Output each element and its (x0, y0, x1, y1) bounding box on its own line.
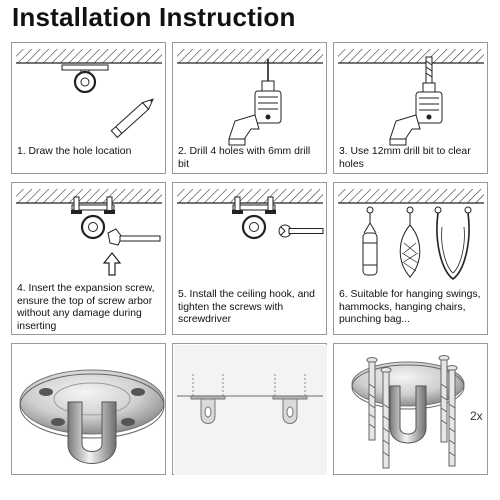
installed-photo-panel (172, 343, 327, 475)
mounting-plate (62, 65, 108, 70)
expansion-screw-left (74, 197, 79, 211)
quantity-label: 2x (470, 409, 483, 423)
step-2-caption: 2. Drill 4 holes with 6mm drill bit (178, 146, 311, 170)
page-title: Installation Instruction (12, 2, 296, 32)
step-6-caption: 6. Suitable for hanging swings, hammocks, hanging chairs, punching bag... (339, 289, 481, 325)
step-5-panel (172, 182, 327, 335)
drill-bit-12mm (426, 57, 432, 83)
ceiling-hatch (16, 189, 162, 203)
installed-hooks-image (173, 344, 328, 476)
ceiling-hatch (16, 49, 162, 63)
expansion-screw-right (107, 197, 112, 211)
ceiling-hatch (338, 49, 484, 63)
step-6-panel (333, 182, 488, 335)
step-4-panel (11, 182, 166, 335)
swing-icon (435, 207, 471, 279)
screw-hole (39, 388, 53, 396)
ceiling-hatch (338, 189, 484, 203)
round-base-plate (20, 370, 164, 434)
ceiling-hatch (177, 189, 323, 203)
hook-ring (82, 216, 104, 238)
product-photo-panel (11, 343, 166, 475)
pencil-icon (111, 96, 156, 137)
screw-hole (131, 388, 145, 396)
screw-hole (121, 418, 135, 426)
hammock-icon (400, 207, 420, 277)
hook-ring (75, 72, 95, 92)
step-2-panel (172, 42, 327, 174)
hook-ring (243, 216, 265, 238)
punching-bag-icon (363, 207, 377, 275)
step-1-panel (11, 42, 166, 174)
power-drill-icon (390, 83, 442, 145)
step-3-caption: 3. Use 12mm drill bit to clear holes (339, 146, 471, 170)
ceiling-hatch (177, 49, 323, 63)
arrow-up-icon (104, 253, 120, 275)
hardware-photo-panel (333, 343, 488, 475)
hammer-icon (108, 229, 160, 245)
step-4-caption: 4. Insert the expansion screw, ensure the top of screw arbor without any damage during inserting (17, 283, 155, 332)
step-1-caption: 1. Draw the hole location (17, 146, 132, 157)
power-drill-icon (229, 81, 281, 145)
screw-hole (51, 418, 65, 426)
hook-with-screws-image (334, 344, 489, 476)
ceiling-hook-product-image (12, 344, 167, 476)
step-5-caption: 5. Install the ceiling hook, and tighten the screws with screwdriver (178, 289, 315, 325)
step-3-panel (333, 42, 488, 174)
wrench-icon (279, 225, 323, 237)
